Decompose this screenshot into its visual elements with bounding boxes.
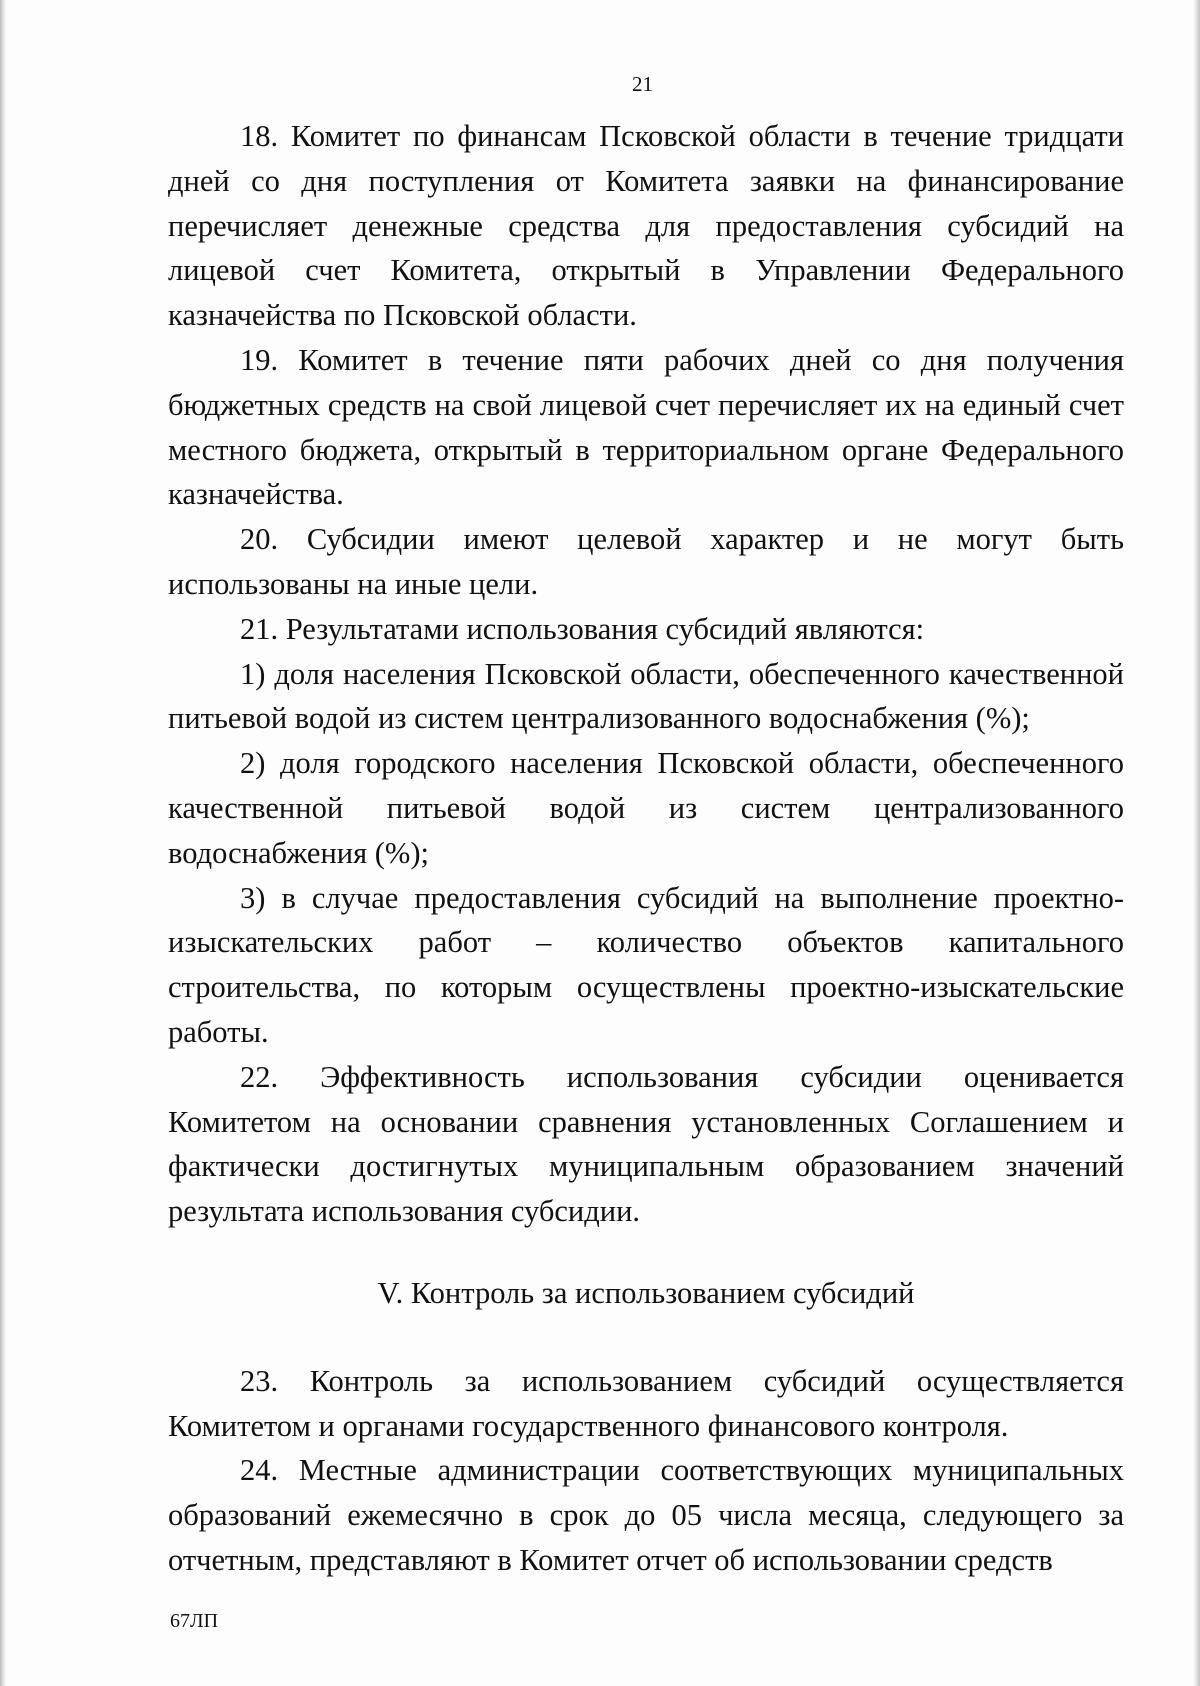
paragraph-23: 23. Контроль за использованием субсидий осуществляется Комитетом и органами государственного финансового контроля. [168, 1363, 1124, 1443]
scan-edge-right [1193, 0, 1200, 1686]
page-number: 21 [632, 72, 653, 96]
section-heading: V. Контроль за использованием субсидий [377, 1275, 915, 1310]
list-item-3: 3) в случае предоставления субсидий на выполнение проектно-изыскательских работ – количество объектов капитального строительства, по которым осуществлены проектно-изыскательские работы. [168, 880, 1124, 1049]
paragraph-21: 21. Результатами использования субсидий являются: [240, 611, 925, 646]
paragraph-24: 24. Местные администрации соответствующих муниципальных образований ежемесячно в срок до 05 числа месяца, следующего за отчетным, представляют в Комитет отчет об использовании средств [168, 1453, 1124, 1577]
paragraph-22: 22. Эффективность использования субсидии оценивается Комитетом на основании сравнения установленных Соглашением и фактически достигнутых муниципальным образованием значений результата использования субсидии. [168, 1059, 1124, 1229]
paragraph-18: 18. Комитет по финансам Псковской области в течение тридцати дней со дня поступления от Комитета заявки на финансирование перечисляет денежные средства для предоставления субсидий на лицевой счет Комитета, открытый в Управлении Федерального казначейства по Псковской области. [168, 119, 1124, 333]
document-body [168, 114, 1124, 1583]
list-item-1: 1) доля населения Псковской области, обеспеченного качественной питьевой водой из систем централизованного водоснабжения (%); [168, 656, 1124, 736]
list-item-2: 2) доля городского населения Псковской области, обеспеченного качественной питьевой водой из систем централизованного водоснабжения (%); [168, 746, 1124, 870]
paragraph-20: 20. Субсидии имеют целевой характер и не могут быть использованы на иные цели. [168, 522, 1124, 601]
document-code: 67ЛП [170, 1610, 219, 1632]
paragraph-19: 19. Комитет в течение пяти рабочих дней со дня получения бюджетных средств на свой лицевой счет перечисляет их на единый счет местного бюджета, открытый в территориальном органе Федерального казначейства. [168, 342, 1124, 512]
scan-edge-left [0, 0, 6, 1686]
